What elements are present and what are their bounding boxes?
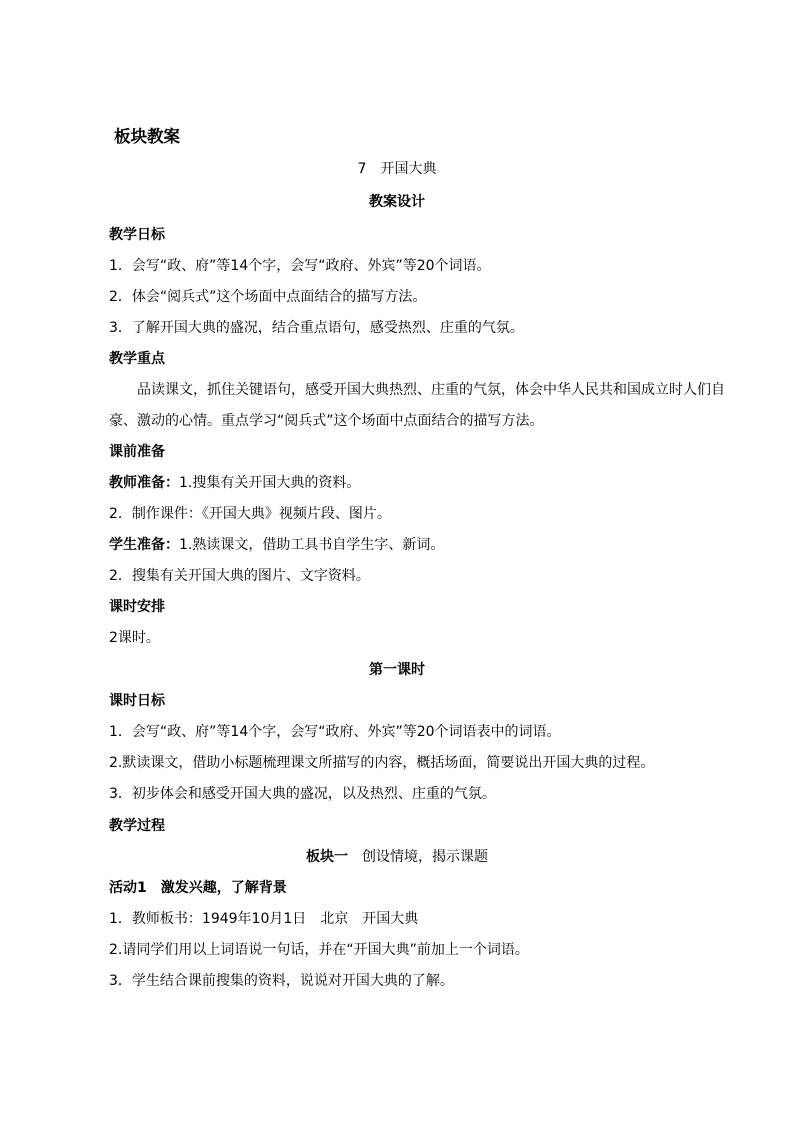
schedule-heading: 课时安排 (109, 599, 165, 615)
lesson-goal-item: 2.默读课文，借助小标题梳理课文所描写的内容，概括场面，简要说出开国大典的过程。 (109, 755, 655, 771)
goals-heading: 教学日标 (109, 227, 165, 243)
design-title: 教案设计 (369, 194, 425, 210)
activity1-title: 激发兴趣，了解背景 (146, 880, 287, 896)
lesson-title: 7 开国大典 (357, 161, 437, 177)
lesson-goals-heading: 课时日标 (109, 693, 165, 709)
process-heading: 教学过程 (109, 818, 165, 834)
activity1-item: 2.请同学们用以上词语说一句话，并在“开国大典”前加上一个词语。 (109, 942, 529, 958)
lesson-goal-item: 3．初步体会和感受开国大典的盛况，以及热烈、庄重的气氛。 (109, 786, 496, 802)
key-paragraph: 品读课文，抓住关键语句，感受开国大典热烈、庄重的气氛，体会中华人民共和国成立时人们自豪、激动的心情。重点学习“阅兵式”这个场面中点面结合的描写方法。 (109, 382, 725, 429)
lesson-goal-item: 1．会写“政、府”等14个字，会写“政府、外宾”等20个词语表中的词语。 (109, 724, 561, 740)
goal-item: 1．会写“政、府”等14个字，会写“政府、外宾”等20个词语。 (109, 258, 491, 274)
teacher-prep-label: 教师准备： (109, 475, 179, 491)
block1-label: 板块一 (306, 849, 348, 865)
teacher-prep-item: 1.搜集有关开国大典的资料。 (179, 475, 361, 491)
student-prep-item: 2．搜集有关开国大典的图片、文字资料。 (109, 568, 370, 584)
prep-heading: 课前准备 (109, 444, 165, 460)
student-prep-label: 学生准备： (109, 537, 179, 553)
teacher-prep-item: 2．制作课件：《开国大典》视频片段、图片。 (109, 506, 391, 522)
goal-item: 2．体会“阅兵式”这个场面中点面结合的描写方法。 (109, 289, 427, 305)
key-heading: 教学重点 (109, 351, 165, 367)
activity1-label: 活动1 (109, 880, 147, 896)
activity1-item: 1．教师板书：1949年10月1日 北京 开国大典 (109, 911, 419, 927)
block1-heading (0, 847, 794, 867)
student-prep-item: 1.熟读课文，借助工具书自学生字、新词。 (179, 537, 445, 553)
goal-item: 3．了解开国大典的盛况，结合重点语句，感受热烈、庄重的气氛。 (109, 320, 524, 336)
student-prep-line (109, 535, 729, 555)
activity1-heading (109, 878, 729, 898)
doc-header: 板块教案 (114, 127, 180, 146)
teacher-prep-line (109, 473, 729, 493)
activity1-item: 3．学生结合课前搜集的资料，说说对开国大典的了解。 (109, 973, 454, 989)
block1-title: 创设情境，揭示课题 (348, 849, 488, 865)
schedule-text: 2课时。 (109, 630, 160, 646)
first-lesson-title: 第一课时 (369, 662, 425, 678)
